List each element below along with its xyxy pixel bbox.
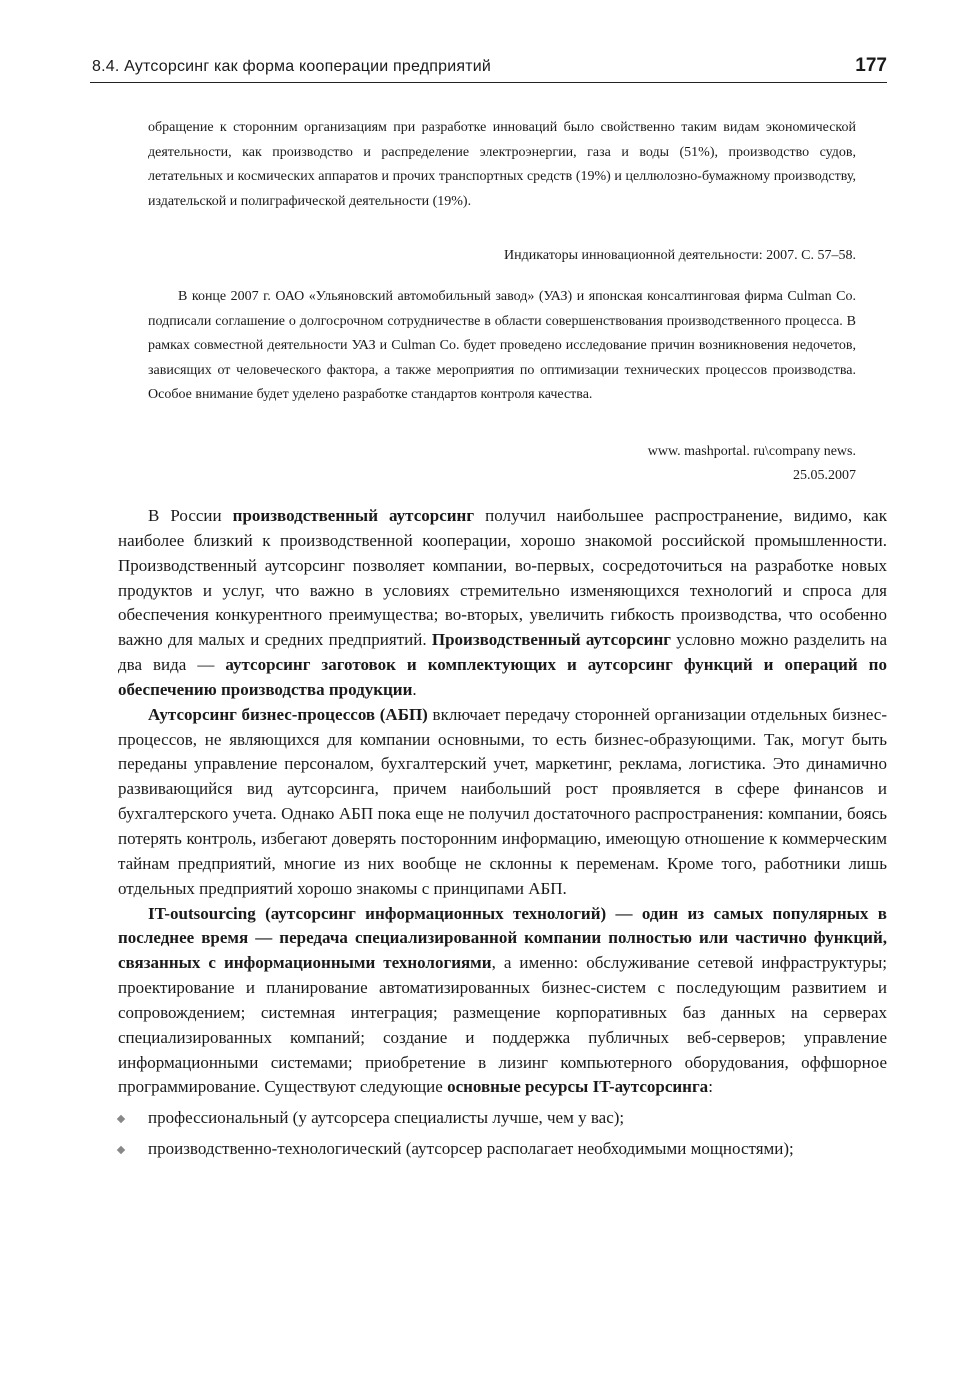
- diamond-bullet-icon: [117, 1146, 125, 1154]
- running-header: [90, 52, 887, 83]
- quote-block-innovation: обращение к сторонним организациям при разработке инноваций было свойственно таким видам экономической деятельности, как производство и распределение электроэнергии, газа и воды (51%), производство судов, летательных и космических аппаратов и прочих транспортных средств (19%) и целлюлозно-бумажному производству, издательской и полиграфической деятельности (19%).: [148, 120, 856, 209]
- main-text: [118, 504, 887, 1162]
- term-it-outsourcing: IT-outsourcing (аутсорсинг информационных технологий) — один из самых популярных в последнее время — передача специализированной компании полностью или частично функций, связанных с информационными технологиями: [118, 903, 887, 973]
- paragraph-it-outsourcing: [118, 902, 887, 1101]
- term-production-outsourcing: производственный аутсорсинг: [232, 506, 475, 525]
- source-url: www. mashportal. ru\company news.: [647, 444, 856, 459]
- quote-source-indicators: Индикаторы инновационной деятельности: 2007. С. 57–58.: [504, 248, 856, 263]
- list-item-text: производственно-технологический (аутсорсер располагает необходимыми мощностями);: [148, 1139, 794, 1159]
- list-item-text: профессиональный (у аутсорсера специалисты лучше, чем у вас);: [148, 1108, 625, 1128]
- list-item: [118, 1137, 887, 1162]
- text-run: .: [412, 679, 417, 699]
- list-item: [118, 1106, 887, 1131]
- diamond-bullet-icon: [117, 1115, 125, 1123]
- quote-block-uaz: В конце 2007 г. ОАО «Ульяновский автомобильный завод» (УАЗ) и японская консалтинговая фирма Culman Co. подписали соглашение о долгосрочном сотрудничестве в области совершенствования производственного процесса. В рамках совместной деятельности УАЗ и Culman Co. будет проведено исследование причин возникновения недочетов, зависящих от человеческого фактора, а также мероприятия по оптимизации технических процессов производства. Особое внимание будет уделено разработке стандартов контроля качества.: [148, 289, 856, 403]
- resources-list: [118, 1106, 887, 1162]
- text-run: включает передачу сторонней организации отдельных бизнес-процессов, не являющихся для компании основными, то есть бизнес-образующими. Так, могут быть переданы управление персоналом, бухгалтерский учет, маркетинг, реклама, логистика. Это динамично развивающийся вид аутсорсинга, причем наибольший рост проявляется в сфере финансов и бухгалтерского учета. Однако АБП пока еще не получил достаточного распространения: компании, боясь потерять контроль, избегают доверять посторонним информацию, имеющую отношение к коммерческим тайнам предприятий, многие из них вообще не склонны к переменам. Кроме того, работники лишь отдельных предприятий хорошо знакомы с принципами АБП.: [118, 704, 887, 898]
- paragraph-bpo: [118, 703, 887, 902]
- term-it-resources: основные ресурсы IT-аутсорсинга: [447, 1077, 709, 1097]
- text-run: :: [708, 1077, 713, 1097]
- page-number: 177: [855, 55, 887, 76]
- section-title: 8.4. Аутсорсинг как форма кооперации предприятий: [92, 58, 492, 75]
- text-run: условно можно разделить на два вида —: [118, 630, 887, 675]
- quote-source-mashportal: [148, 440, 856, 488]
- term-production-outsourcing-2: Производственный аутсорсинг: [431, 630, 671, 650]
- term-outsourcing-types: аутсорсинг заготовок и комплектующих и аутсорсинг функций и операций по обеспечению производства продукции: [118, 655, 887, 699]
- text-run: получил наибольшее распространение, видимо, как наиболее близкий к производственной кооперации, хорошо знакомой российской промышленности. Производственный аутсорсинг позволяет компании, во-первых, сосредоточиться на разработке новых продуктов и услуг, что важно в условиях стремительно изменяющихся технологий и спроса для обеспечения конкурентного преимущества; во-вторых, увеличить гибкость производства, что особенно важно для малых и средних предприятий.: [118, 506, 887, 650]
- paragraph-production-outsourcing: [118, 504, 887, 703]
- text-run: В России: [148, 506, 233, 525]
- term-bpo: Аутсорсинг бизнес-процессов (АБП): [148, 704, 428, 724]
- text-run: , а именно: обслуживание сетевой инфраструктуры; проектирование и планирование автоматизированных бизнес-систем с последующим развитием и сопровождением; системная интеграция; размещение корпоративных баз данных на серверах специализированных компаний; создание и поддержка публичных веб-серверов; управление информационными системами; приобретение в лизинг компьютерного оборудования, оффшорное программирование. Существуют следующие: [118, 953, 887, 1097]
- source-date: 25.05.2007: [793, 468, 856, 483]
